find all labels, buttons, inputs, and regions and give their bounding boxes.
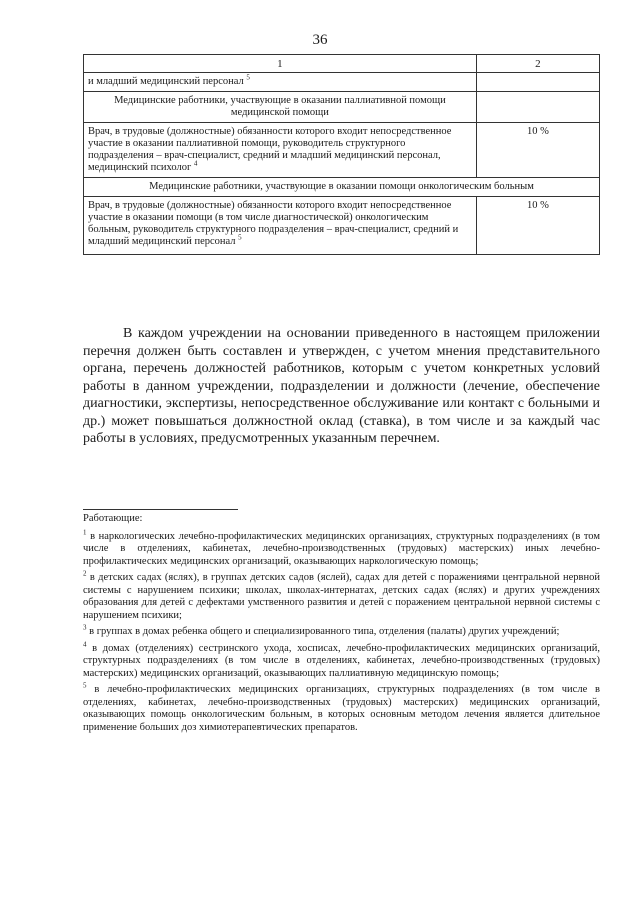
footnote-2 bbox=[83, 569, 600, 622]
page-number: 36 bbox=[312, 32, 328, 48]
column-header-2: 2 bbox=[476, 55, 599, 73]
footnotes-heading: Работающие: bbox=[83, 513, 143, 524]
column-header-1: 1 bbox=[84, 55, 477, 73]
rates-table bbox=[83, 54, 600, 255]
continuation-cell bbox=[84, 73, 477, 92]
footnotes bbox=[83, 513, 600, 738]
footnote-number: 5 bbox=[83, 681, 87, 690]
footnote-text: в лечебно-профилактических медицинских организациях, структурных подразделениях (в том числе в отделениях, кабинетах, лечебно-производственных (трудовых) мастерских) медицинских организаций, оказывающих помощь онкологическим больным, в которых основным методом лечения является длительное применение больших доз химиотерапевтических препаратов. bbox=[83, 684, 601, 733]
footnote-3 bbox=[83, 623, 600, 639]
section-heading-oncology: Медицинские работники, участвующие в оказании помощи онкологическим больным bbox=[84, 178, 600, 197]
position-text: Врач, в трудовые (должностные) обязанности которого входит непосредственное участие в оказании помощи (в том числе диагностической) онкологическим больным, руководитель структурного подразделения – врач-специалист, средний и младший медицинский персонал bbox=[88, 200, 459, 247]
footnote-text: в группах в домах ребенка общего и специализированного типа, отделения (палаты) других учреждений; bbox=[89, 626, 560, 637]
footnote-number: 3 bbox=[83, 623, 87, 632]
main-paragraph: В каждом учреждении на основании приведенного в настоящем приложении перечня должен быть составлен и утвержден, с учетом мнения представительного органа, перечень должностей работников, которым с учетом конкретных условий работы в данном учреждении, подразделении и должности (лечение, обеспечение диагностики, экспертизы, непосредственное обслуживание или контакт с больными и др.) может повышаться должностной оклад (ставка), в том числе и за каждый час работы в условиях, предусмотренных указанным перечнем. bbox=[83, 326, 600, 446]
footnote-4 bbox=[83, 640, 600, 681]
footnote-text: в детских садах (яслях), в группах детских садов (яслей), садах для детей с поражениями центральной нервной системы с нарушением психики; школах, школах-интернатах, детских садах (яслях) и других учреждениях образования для детей с дефектами умственного развития и детей с поражением центральной нервной системы с нарушением психики; bbox=[83, 572, 600, 621]
footnote-ref: 5 bbox=[246, 73, 250, 82]
position-description-oncology bbox=[84, 197, 477, 255]
table-row-oncology bbox=[84, 197, 600, 255]
section-heading-palliative: Медицинские работники, участвующие в оказании паллиативной помощи медицинской помощи bbox=[84, 92, 477, 123]
footnote-5 bbox=[83, 681, 601, 734]
position-description-palliative bbox=[84, 123, 477, 178]
continuation-text: и младший медицинский персонал bbox=[88, 76, 244, 87]
empty-value-cell bbox=[476, 73, 599, 92]
table-header-row bbox=[84, 55, 600, 73]
rate-value-palliative: 10 % bbox=[476, 123, 599, 178]
table-row-palliative bbox=[84, 123, 600, 178]
footnote-number: 4 bbox=[83, 640, 87, 648]
footnote-number: 2 bbox=[83, 569, 87, 578]
table-row-continuation bbox=[84, 73, 600, 92]
position-text: Врач, в трудовые (должностные) обязанности которого входит непосредственное участие в оказании паллиативной помощи, руководитель структурного подразделения – врач-специалист, средний и младший медицинский персонал, медицинский психолог bbox=[88, 126, 452, 173]
empty-value-cell bbox=[476, 92, 599, 123]
footnote-number: 1 bbox=[83, 528, 87, 536]
footnote-ref: 4 bbox=[193, 159, 198, 168]
rate-value-oncology: 10 % bbox=[476, 197, 599, 255]
table-section-heading-palliative bbox=[84, 92, 600, 123]
footnote-1 bbox=[83, 528, 601, 569]
footnote-divider bbox=[83, 509, 238, 510]
table-section-heading-oncology bbox=[84, 178, 600, 197]
footnote-text: в наркологических лечебно-профилактических медицинских организациях, структурных подразделениях (в том числе в отделениях, кабинетах, лечебно-производственных (трудовых) мастерских) иных лечебно-профилактических медицинских организаций, оказывающих наркологическую помощь; bbox=[83, 530, 601, 567]
footnote-ref: 5 bbox=[238, 233, 242, 242]
footnote-text: в домах (отделениях) сестринского ухода, хосписах, лечебно-профилактических медицинских организаций, структурных подразделениях (в том числе в отделениях, кабинетах, лечебно-производственных (трудовых) мастерских) медицинских организаций, оказывающих паллиативную медицинскую помощь; bbox=[83, 642, 600, 679]
